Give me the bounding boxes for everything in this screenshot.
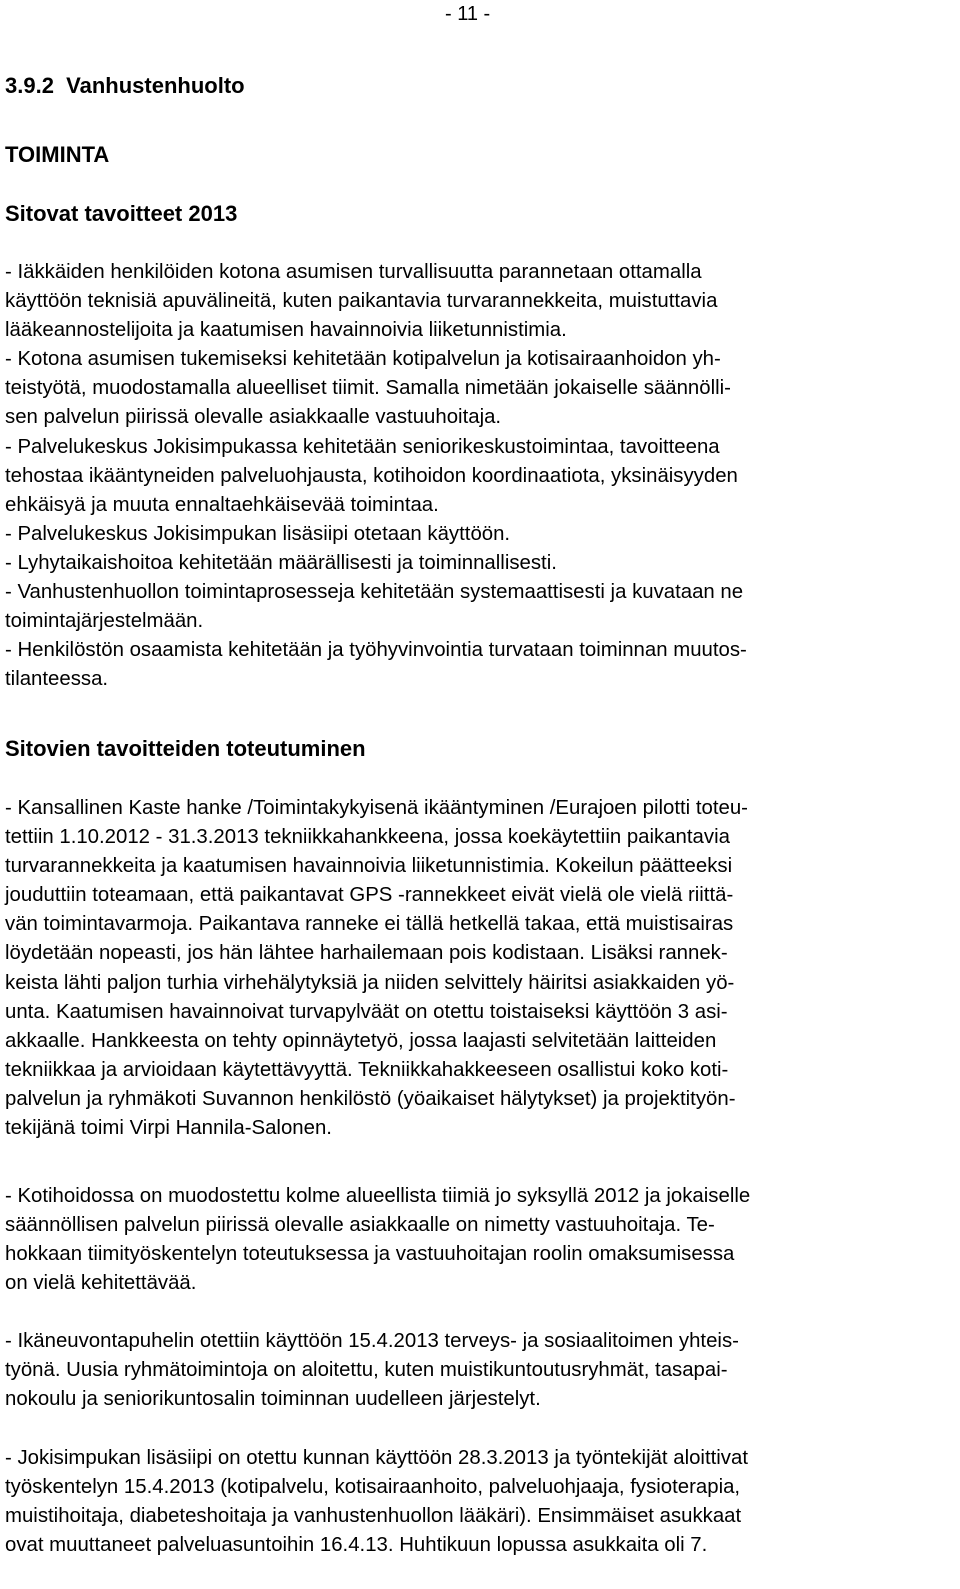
paragraph-line: työskentelyn 15.4.2013 (kotipalvelu, kotisairaanhoito, palveluohjaaja, fysioterapia, xyxy=(5,1476,741,1499)
paragraph-line: ovat muuttaneet palveluasuntoihin 16.4.13. Huhtikuun lopussa asukkaita oli 7. xyxy=(5,1534,708,1557)
goals-line: - Palvelukeskus Jokisimpukan lisäsiipi otetaan käyttöön. xyxy=(5,522,511,545)
paragraph-line: - Kansallinen Kaste hanke /Toimintakykyisenä ikääntyminen /Eurajoen pilotti toteu- xyxy=(5,797,748,819)
goals-line: - Vanhustenhuollon toimintaprosesseja kehitetään systemaattisesti ja kuvataan ne xyxy=(5,581,744,604)
results-paragraph-3 xyxy=(5,1327,955,1414)
paragraph-line: - Kotihoidossa on muodostettu kolme alueellista tiimiä jo syksyllä 2012 ja jokaiselle xyxy=(5,1185,751,1207)
paragraph-line: unta. Kaatumisen havainnoivat turvapylväät on otettu toistaiseksi käyttöön 3 asi- xyxy=(5,1000,728,1023)
paragraph-line: on vielä kehitettävää. xyxy=(5,1272,197,1295)
goals-line: teistyötä, muodostamalla alueelliset tiimit. Samalla nimetään jokaiselle säännölli- xyxy=(5,377,731,400)
paragraph-line: - Jokisimpukan lisäsiipi on otettu kunnan käyttöön 28.3.2013 ja työntekijät aloittivat xyxy=(5,1447,748,1469)
main-heading: TOIMINTA xyxy=(5,142,110,167)
goals-list xyxy=(5,258,955,694)
results-paragraph-4 xyxy=(5,1444,955,1560)
paragraph-line: hokkaan tiimityöskentelyn toteutuksessa ja vastuuhoitajan roolin omaksumisessa xyxy=(5,1243,735,1266)
paragraph-line: jouduttiin toteamaan, että paikantavat GPS -rannekkeet eivät vielä ole vielä riittä- xyxy=(5,884,734,907)
results-heading: Sitovien tavoitteiden toteutuminen xyxy=(5,736,366,761)
paragraph-line: työnä. Uusia ryhmätoimintoja on aloitettu, kuten muistikuntoutusryhmät, tasapai- xyxy=(5,1359,728,1382)
paragraph-line: vän toimintavarmoja. Paikantava ranneke ei tällä hetkellä takaa, että muistisairas xyxy=(5,913,734,936)
goals-line: toimintajärjestelmään. xyxy=(5,610,204,633)
paragraph-line: tekniikkaa ja arvioidaan käytettävyyttä. Tekniikkahakkeeseen osallistui koko koti- xyxy=(5,1058,729,1081)
results-paragraph-1 xyxy=(5,794,955,1143)
goals-line: lääkeannostelijoita ja kaatumisen havainnoivia liiketunnistimia. xyxy=(5,319,567,342)
goals-line: - Henkilöstön osaamista kehitetään ja työhyvinvointia turvataan toiminnan muutos- xyxy=(5,639,747,662)
goals-line: ehkäisyä ja muuta ennaltaehkäisevää toimintaa. xyxy=(5,493,439,516)
results-paragraph-2 xyxy=(5,1182,955,1298)
goals-line: - Palvelukeskus Jokisimpukassa kehitetään seniorikeskustoimintaa, tavoitteena xyxy=(5,435,720,458)
goals-line: tilanteessa. xyxy=(5,668,109,691)
goals-line: - Iäkkäiden henkilöiden kotona asumisen turvallisuutta parannetaan ottamalla xyxy=(5,261,702,283)
paragraph-line: akkaalle. Hankkeesta on tehty opinnäytetyö, jossa laajasti selvitetään laitteiden xyxy=(5,1029,717,1052)
paragraph-line: löydetään nopeasti, jos hän lähtee harhailemaan pois kodistaan. Lisäksi rannek- xyxy=(5,942,728,965)
goals-line: tehostaa ikääntyneiden palveluohjausta, kotihoidon koordinaatiota, yksinäisyyden xyxy=(5,464,738,487)
paragraph-line: turvarannekkeita ja kaatumisen havainnoivia liiketunnistimia. Kokeilun päätteeksi xyxy=(5,855,733,878)
goals-line: - Kotona asumisen tukemiseksi kehitetään kotipalvelun ja kotisairaanhoidon yh- xyxy=(5,348,721,371)
goals-line: käyttöön teknisiä apuvälineitä, kuten paikantavia turvarannekkeita, muistuttavia xyxy=(5,290,718,313)
section-heading: 3.9.2 Vanhustenhuolto xyxy=(5,73,245,98)
paragraph-line: palvelun ja ryhmäkoti Suvannon henkilöstö (yöaikaiset hälytykset) ja projektityön- xyxy=(5,1087,736,1110)
paragraph-line: - Ikäneuvontapuhelin otettiin käyttöön 15.4.2013 terveys- ja sosiaalitoimen yhteis- xyxy=(5,1330,739,1352)
page-number: - 11 - xyxy=(445,3,491,25)
paragraph-line: säännöllisen palvelun piirissä olevalle asiakkaalle on nimetty vastuuhoitaja. Te- xyxy=(5,1214,715,1237)
goals-line: - Lyhytaikaishoitoa kehitetään määrällisesti ja toiminnallisesti. xyxy=(5,551,557,574)
goals-heading: Sitovat tavoitteet 2013 xyxy=(5,201,238,226)
goals-line: sen palvelun piirissä olevalle asiakkaalle vastuuhoitaja. xyxy=(5,406,502,429)
paragraph-line: keista lähti paljon turhia virhehälytyksiä ja niiden selvittely häiritsi asiakkaiden yö- xyxy=(5,971,735,994)
paragraph-line: tekijänä toimi Virpi Hannila-Salonen. xyxy=(5,1117,332,1140)
paragraph-line: muistihoitaja, diabeteshoitaja ja vanhustenhuollon lääkäri). Ensimmäiset asukkaat xyxy=(5,1505,742,1528)
paragraph-line: nokoulu ja seniorikuntosalin toiminnan uudelleen järjestelyt. xyxy=(5,1388,541,1411)
paragraph-line: tettiin 1.10.2012 - 31.3.2013 tekniikkahankkeena, jossa koekäytettiin paikantavia xyxy=(5,826,730,849)
